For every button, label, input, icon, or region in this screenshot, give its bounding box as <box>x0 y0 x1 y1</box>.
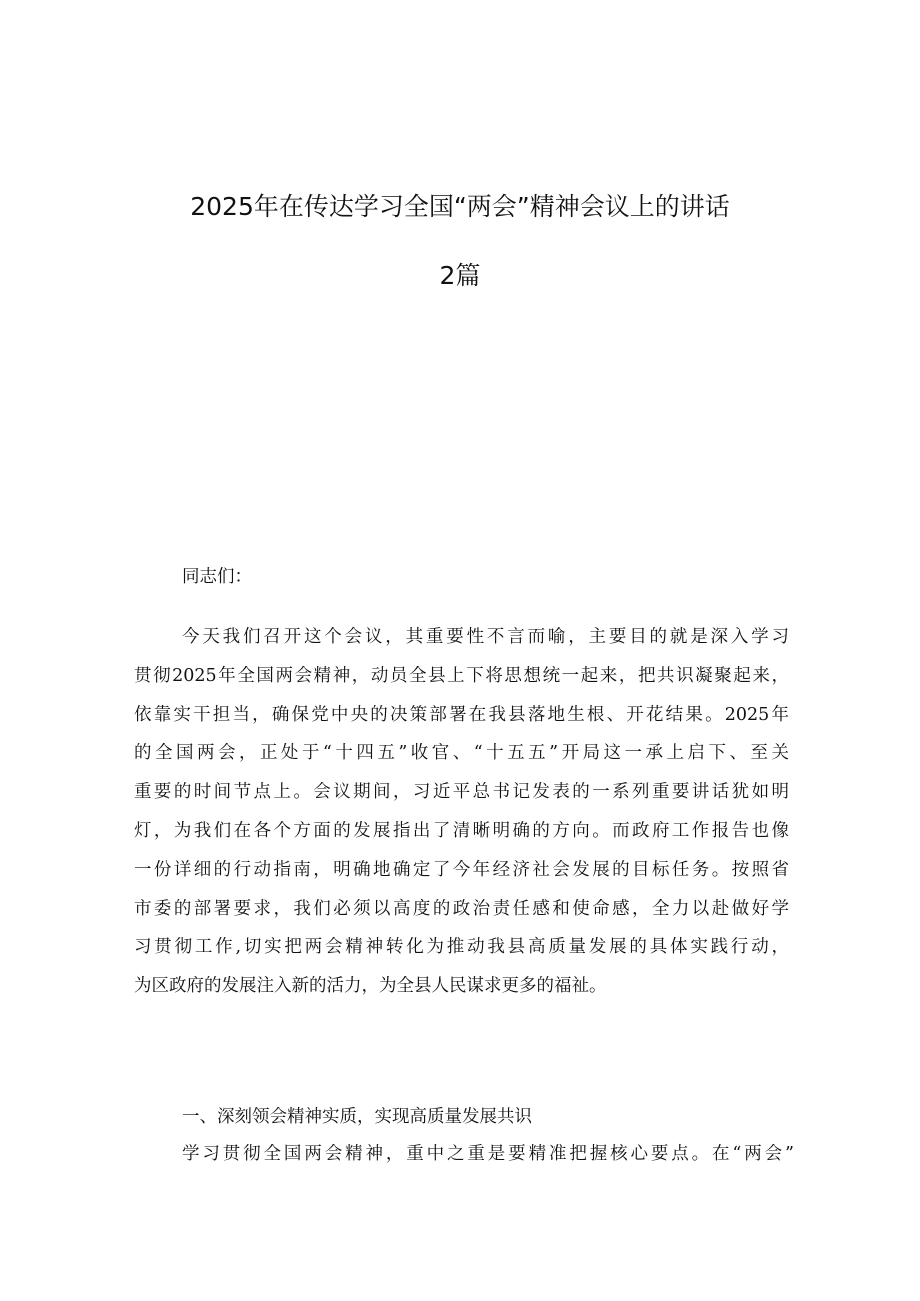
paragraph-line: 贯彻2025年全国两会精神，动员全县上下将思想统一起来，把共识凝聚起来， <box>134 665 789 686</box>
paragraph-line: 依靠实干担当，确保党中央的决策部署在我县落地生根、开花结果。2025年 <box>134 704 789 725</box>
paragraph-line: 一份详细的行动指南，明确地确定了今年经济社会发展的目标任务。按照省 <box>134 859 789 880</box>
salutation: 同志们： <box>182 567 252 587</box>
paragraph-1 <box>134 618 789 1006</box>
paragraph-line: 习贯彻工作,切实把两会精神转化为推动我县高质量发展的具体实践行动， <box>134 937 789 958</box>
paragraph-line: 灯，为我们在各个方面的发展指出了清晰明确的方向。而政府工作报告也像 <box>134 820 789 841</box>
paragraph-line: 市委的部署要求，我们必须以高度的政治责任感和使命感，全力以赴做好学 <box>134 898 789 919</box>
section-heading-1: 一、深刻领会精神实质，实现高质量发展共识 <box>182 1107 532 1127</box>
paragraph-line: 的全国两会，正处于“十四五”收官、“十五五”开局这一承上启下、至关 <box>134 743 789 764</box>
document-title: 2025年在传达学习全国“两会”精神会议上的讲话 <box>190 192 730 221</box>
paragraph-line: 重要的时间节点上。会议期间，习近平总书记发表的一系列重要讲话犹如明 <box>134 782 789 803</box>
paragraph-2: 学习贯彻全国两会精神，重中之重是要精准把握核心要点。在“两会” <box>182 1144 794 1164</box>
document-title-count: 2篇 <box>439 261 481 290</box>
paragraph-line: 今天我们召开这个会议，其重要性不言而喻，主要目的就是深入学习 <box>182 627 789 647</box>
paragraph-line: 为区政府的发展注入新的活力，为全县人民谋求更多的福祉。 <box>134 976 607 997</box>
